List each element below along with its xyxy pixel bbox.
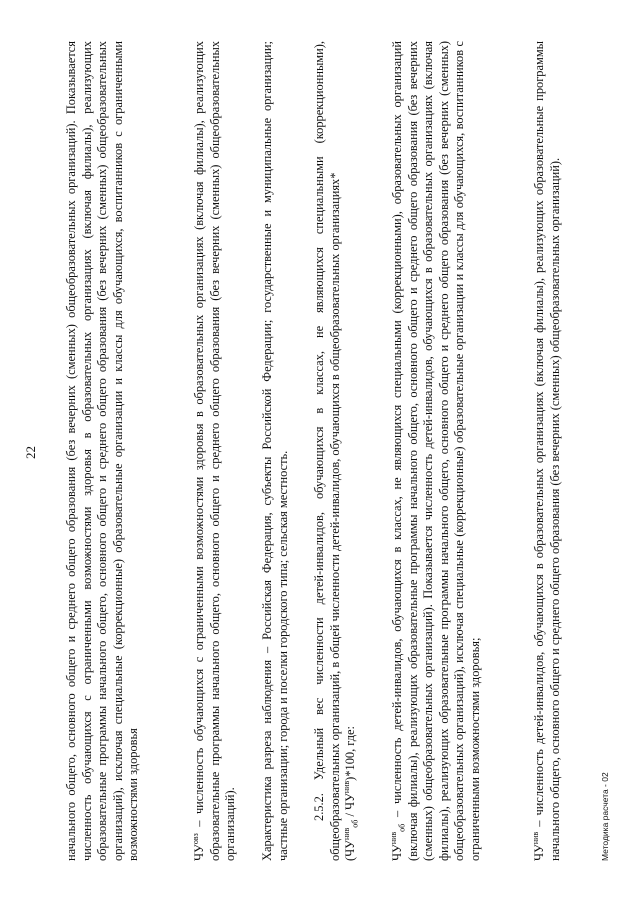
symbol: ЧУ xyxy=(390,844,404,861)
footer-note: Методика расчета - 02 xyxy=(600,772,610,861)
paragraph-text: начального общего, основного общего и среднего общего образования (без вечерних (сменных) общеобразовательных организаций). Показывается численность обучающихся с ограниченными возможностями здоровья в образовательных организациях (включая филиалы), реализующих образовательные программы начального общего, основного общего и среднего общего образования (без вечерних (сменных) общеобразовательных организаций), исключая специальные (коррекционные) образовательные организации и классы для обучающихся, воспитанников с ограниченными возможностями здоровья xyxy=(64,41,140,861)
paragraph-continuation xyxy=(64,41,142,861)
characteristic-paragraph xyxy=(260,41,291,861)
section-heading-text: 2.5.2. Удельный вес численности детей-инвалидов, обучающихся в классах, не являющихся специальными (коррекционными), общеобразовательных организаций, в общей численности детей-инвалидов, обучающихся в общеобразовательных организациях* xyxy=(312,41,342,861)
definition-text: – численность детей-инвалидов, обучающихся в образовательных организациях (включая филиалы), реализующих образовательные программы начального общего, основного общего и среднего общего образования (без вечерних (сменных) общеобразовательных организаций). xyxy=(532,41,562,861)
definition-ovz xyxy=(192,41,239,861)
definition-niv xyxy=(532,41,563,861)
definition-text: – численность обучающихся с ограниченными возможностями здоровья в образовательных организациях (включая филиалы), реализующих образовательные программы начального общего, основного общего и среднего общего образования (без вечерних (сменных) общеобразовательных организаций). xyxy=(192,41,237,861)
symbol-superscript: овз xyxy=(190,833,200,845)
definition-niv-ob xyxy=(390,41,483,861)
symbol: ЧУ xyxy=(532,844,546,861)
symbol-subscript: об xyxy=(397,823,407,832)
page-number: 22 xyxy=(23,446,38,459)
formula: $(ЧУ^{нив}_{об} / ЧУ^{нив})*100$, где: xyxy=(341,725,360,861)
characteristic-text: Характеристика разреза наблюдения – Российская Федерация, субъекты Российской Федерации; государственные и муниципальные организации; частные организации; города и поселки городского типа; сельская местность. xyxy=(260,41,290,861)
definition-text: – численность детей-инвалидов, обучающихся в классах, не являющихся специальными (коррекционными), образовательных организаций (включая филиалы), реализующих образовательные программы начального общего, основного общего и среднего общего образования (без вечерних (сменных) общеобразовательных организаций). Показывается численность детей-инвалидов, обучающихся в образовательных организациях (включая филиалы), реализующих образовательные программы начального общего, основного общего и среднего общего образования (без вечерних (сменных) общеобразовательных организаций), исключая специальные (коррекционные) образовательные организации и классы для обучающихся, воспитанников с ограниченными возможностями здоровья; xyxy=(390,41,482,861)
symbol-superscript: нив xyxy=(530,831,540,845)
symbol: ЧУ xyxy=(192,844,206,861)
symbol-superscript: нив xyxy=(388,831,398,845)
section-2-5-2 xyxy=(312,41,359,861)
